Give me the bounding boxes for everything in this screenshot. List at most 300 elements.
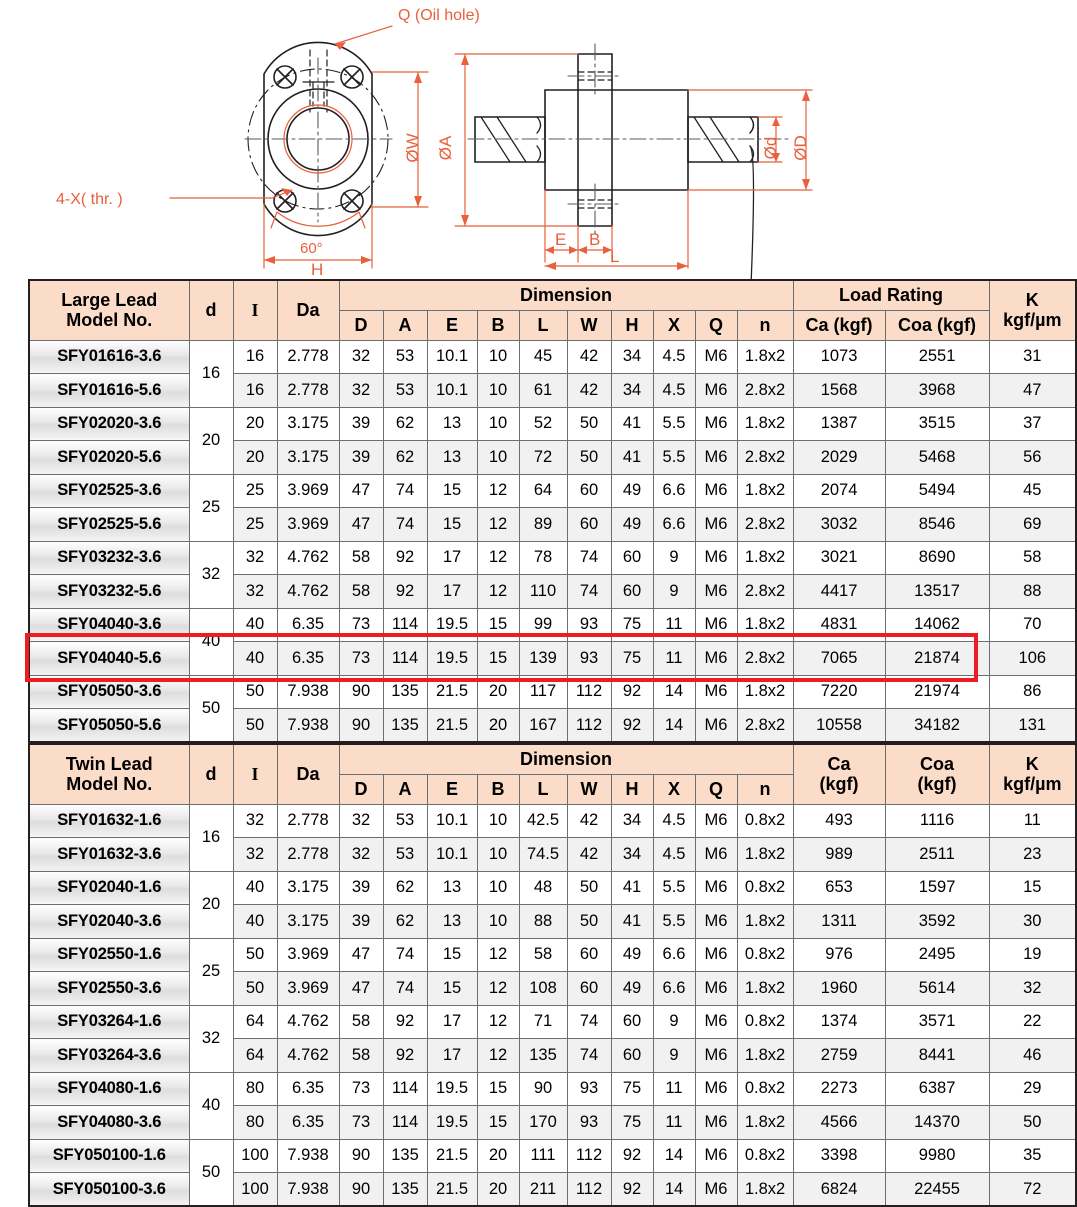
cell-shaft-diameter: 25 (189, 474, 233, 541)
th2-sub-H: H (611, 774, 653, 804)
cell-w: 93 (567, 642, 611, 676)
table-row[interactable] (29, 1106, 1076, 1140)
cell-x: 11 (653, 608, 695, 642)
cell-e: 19.5 (427, 608, 477, 642)
cell-b: 10 (477, 804, 519, 838)
cell-da: 2.778 (277, 374, 339, 408)
cell-q: M6 (695, 675, 737, 709)
th-sub-B: B (477, 310, 519, 340)
cell-i: 64 (233, 1039, 277, 1073)
table-row[interactable] (29, 1005, 1076, 1039)
cell-w: 74 (567, 575, 611, 609)
cell-ca: 4566 (793, 1106, 885, 1140)
cell-coa: 34182 (885, 709, 989, 743)
cell-h: 92 (611, 1173, 653, 1207)
cell-i: 16 (233, 374, 277, 408)
table-row[interactable] (29, 407, 1076, 441)
cell-shaft-diameter: 16 (189, 804, 233, 871)
cell-e: 19.5 (427, 1106, 477, 1140)
th2-sub-W: W (567, 774, 611, 804)
table-row[interactable] (29, 575, 1076, 609)
table-row[interactable] (29, 1039, 1076, 1073)
cell-q: M6 (695, 1072, 737, 1106)
cell-ca: 976 (793, 938, 885, 972)
cell-da: 3.969 (277, 972, 339, 1006)
th-dimension: Dimension (339, 280, 793, 310)
cell-ca: 7065 (793, 642, 885, 676)
cell-x: 6.6 (653, 508, 695, 542)
cell-h: 92 (611, 675, 653, 709)
cell-w: 50 (567, 441, 611, 475)
cell-b: 12 (477, 575, 519, 609)
label-b: B (589, 230, 601, 249)
cell-model-no: SFY04080-1.6 (29, 1072, 189, 1106)
cell-ca: 1311 (793, 905, 885, 939)
cell-k: 106 (989, 642, 1076, 676)
cell-coa: 6387 (885, 1072, 989, 1106)
table-row[interactable] (29, 804, 1076, 838)
cell-x: 5.5 (653, 871, 695, 905)
th-sub-D: D (339, 310, 383, 340)
cell-ca: 493 (793, 804, 885, 838)
cell-x: 14 (653, 709, 695, 743)
cell-n: 1.8x2 (737, 1173, 793, 1207)
cell-a: 114 (383, 1072, 427, 1106)
cell-b: 10 (477, 838, 519, 872)
cell-x: 11 (653, 1106, 695, 1140)
table-row[interactable] (29, 1173, 1076, 1207)
cell-h: 49 (611, 938, 653, 972)
cell-q: M6 (695, 838, 737, 872)
cell-a: 62 (383, 905, 427, 939)
cell-l: 111 (519, 1139, 567, 1173)
label-phi-w: ØW (403, 133, 422, 163)
cell-model-no: SFY02525-3.6 (29, 474, 189, 508)
cell-i: 100 (233, 1139, 277, 1173)
cell-da: 7.938 (277, 1173, 339, 1207)
cell-ca: 3398 (793, 1139, 885, 1173)
cell-shaft-diameter: 20 (189, 871, 233, 938)
cell-x: 11 (653, 642, 695, 676)
cell-b: 15 (477, 642, 519, 676)
table2-body (29, 804, 1076, 1206)
cell-da: 2.778 (277, 838, 339, 872)
cell-e: 19.5 (427, 1072, 477, 1106)
cell-b: 15 (477, 1106, 519, 1140)
cell-x: 14 (653, 1139, 695, 1173)
cell-model-no: SFY02550-1.6 (29, 938, 189, 972)
th2-sub-L: L (519, 774, 567, 804)
cell-w: 93 (567, 1106, 611, 1140)
th2-k: K kgf/µm (989, 744, 1076, 804)
cell-n: 1.8x2 (737, 407, 793, 441)
cell-e: 13 (427, 871, 477, 905)
cell-b: 10 (477, 905, 519, 939)
label-h: H (311, 260, 324, 279)
cell-model-no: SFY050100-1.6 (29, 1139, 189, 1173)
th-model-no: Large Lead Model No. (29, 280, 189, 340)
table1-head (29, 280, 1076, 340)
cell-x: 4.5 (653, 838, 695, 872)
cell-a: 135 (383, 709, 427, 743)
cell-k: 15 (989, 871, 1076, 905)
label-oil-hole: Q (Oil hole) (398, 7, 480, 24)
cell-n: 1.8x2 (737, 340, 793, 374)
th2-sub-D: D (339, 774, 383, 804)
cell-ca: 3032 (793, 508, 885, 542)
th-sub-H: H (611, 310, 653, 340)
cell-coa: 3515 (885, 407, 989, 441)
cell-k: 58 (989, 541, 1076, 575)
cell-i: 50 (233, 709, 277, 743)
cell-w: 112 (567, 1139, 611, 1173)
cell-d: 47 (339, 508, 383, 542)
table-row[interactable] (29, 938, 1076, 972)
cell-n: 2.8x2 (737, 441, 793, 475)
table-row[interactable] (29, 838, 1076, 872)
cell-k: 35 (989, 1139, 1076, 1173)
cell-e: 10.1 (427, 838, 477, 872)
cell-i: 40 (233, 608, 277, 642)
cell-q: M6 (695, 441, 737, 475)
cell-da: 3.175 (277, 407, 339, 441)
th2-sub-A: A (383, 774, 427, 804)
cell-n: 0.8x2 (737, 1072, 793, 1106)
cell-a: 74 (383, 508, 427, 542)
cell-da: 6.35 (277, 1106, 339, 1140)
cell-a: 53 (383, 804, 427, 838)
cell-b: 12 (477, 1005, 519, 1039)
cell-coa: 1597 (885, 871, 989, 905)
cell-x: 6.6 (653, 938, 695, 972)
cell-model-no: SFY050100-3.6 (29, 1173, 189, 1207)
cell-coa: 14370 (885, 1106, 989, 1140)
cell-n: 1.8x2 (737, 541, 793, 575)
cell-ca: 989 (793, 838, 885, 872)
cell-k: 29 (989, 1072, 1076, 1106)
cell-e: 21.5 (427, 709, 477, 743)
cell-coa: 8441 (885, 1039, 989, 1073)
cell-w: 60 (567, 474, 611, 508)
cell-e: 10.1 (427, 374, 477, 408)
cell-e: 17 (427, 1039, 477, 1073)
cell-model-no: SFY04040-5.6 (29, 642, 189, 676)
cell-k: 23 (989, 838, 1076, 872)
th2-ca: Ca (kgf) (793, 744, 885, 804)
th-load-rating: Load Rating (793, 280, 989, 310)
cell-e: 10.1 (427, 804, 477, 838)
cell-q: M6 (695, 1005, 737, 1039)
cell-i: 80 (233, 1106, 277, 1140)
th-da: Da (277, 280, 339, 340)
cell-e: 21.5 (427, 675, 477, 709)
cell-q: M6 (695, 340, 737, 374)
cell-k: 30 (989, 905, 1076, 939)
cell-q: M6 (695, 938, 737, 972)
cell-model-no: SFY02040-1.6 (29, 871, 189, 905)
cell-a: 114 (383, 608, 427, 642)
cell-n: 0.8x2 (737, 938, 793, 972)
th2-dimension: Dimension (339, 744, 793, 774)
cell-model-no: SFY01616-3.6 (29, 340, 189, 374)
drawing-svg (0, 0, 1000, 278)
cell-da: 2.778 (277, 340, 339, 374)
leader-thread (170, 190, 292, 198)
table-row[interactable] (29, 905, 1076, 939)
cell-a: 92 (383, 1039, 427, 1073)
cell-b: 20 (477, 675, 519, 709)
cell-n: 1.8x2 (737, 675, 793, 709)
cell-ca: 7220 (793, 675, 885, 709)
cell-ca: 653 (793, 871, 885, 905)
cell-l: 58 (519, 938, 567, 972)
cell-model-no: SFY01632-1.6 (29, 804, 189, 838)
cell-a: 74 (383, 972, 427, 1006)
table-row[interactable] (29, 1072, 1076, 1106)
cell-i: 40 (233, 905, 277, 939)
cell-k: 11 (989, 804, 1076, 838)
cell-d: 58 (339, 1039, 383, 1073)
cell-h: 49 (611, 474, 653, 508)
cell-da: 4.762 (277, 575, 339, 609)
table-row[interactable] (29, 340, 1076, 374)
cell-a: 62 (383, 407, 427, 441)
cell-i: 80 (233, 1072, 277, 1106)
cell-d: 73 (339, 1072, 383, 1106)
label-phi-a-left: ØA (436, 135, 455, 161)
cell-l: 170 (519, 1106, 567, 1140)
cell-da: 7.938 (277, 1139, 339, 1173)
label-thread: 4-X( thr. ) (56, 191, 123, 208)
cell-h: 75 (611, 1072, 653, 1106)
cell-h: 75 (611, 608, 653, 642)
cell-d: 32 (339, 340, 383, 374)
cell-model-no: SFY04040-3.6 (29, 608, 189, 642)
large-lead-table-container (28, 279, 1062, 743)
cell-w: 74 (567, 541, 611, 575)
cell-a: 62 (383, 441, 427, 475)
cell-ca: 1568 (793, 374, 885, 408)
cell-shaft-diameter: 50 (189, 1139, 233, 1206)
cell-k: 88 (989, 575, 1076, 609)
cell-w: 60 (567, 938, 611, 972)
cell-w: 112 (567, 675, 611, 709)
cell-e: 15 (427, 474, 477, 508)
th-sub-E: E (427, 310, 477, 340)
cell-ca: 2074 (793, 474, 885, 508)
cell-w: 42 (567, 374, 611, 408)
cell-x: 4.5 (653, 804, 695, 838)
th-ca: Ca (kgf) (793, 310, 885, 340)
table-row[interactable] (29, 709, 1076, 743)
label-phi-d-small: Ød (761, 136, 780, 160)
cell-i: 20 (233, 441, 277, 475)
cell-ca: 1073 (793, 340, 885, 374)
table-row[interactable] (29, 871, 1076, 905)
cell-x: 14 (653, 1173, 695, 1207)
cell-q: M6 (695, 575, 737, 609)
cell-l: 139 (519, 642, 567, 676)
cell-model-no: SFY05050-5.6 (29, 709, 189, 743)
cell-b: 10 (477, 340, 519, 374)
label-e: E (555, 230, 567, 249)
table-row[interactable] (29, 374, 1076, 408)
cell-w: 42 (567, 340, 611, 374)
cell-x: 5.5 (653, 441, 695, 475)
cell-n: 2.8x2 (737, 374, 793, 408)
cell-k: 56 (989, 441, 1076, 475)
table-row[interactable] (29, 675, 1076, 709)
side-centerlines (468, 44, 790, 236)
cell-l: 61 (519, 374, 567, 408)
cell-w: 60 (567, 508, 611, 542)
cell-l: 45 (519, 340, 567, 374)
cell-d: 73 (339, 1106, 383, 1140)
cell-l: 108 (519, 972, 567, 1006)
cell-da: 6.35 (277, 608, 339, 642)
cell-i: 32 (233, 541, 277, 575)
cell-k: 72 (989, 1173, 1076, 1207)
table-row[interactable] (29, 608, 1076, 642)
cell-l: 211 (519, 1173, 567, 1207)
cell-x: 5.5 (653, 407, 695, 441)
table-row[interactable] (29, 1139, 1076, 1173)
cell-d: 90 (339, 709, 383, 743)
cell-coa: 3571 (885, 1005, 989, 1039)
cell-w: 112 (567, 709, 611, 743)
cell-w: 112 (567, 1173, 611, 1207)
cell-model-no: SFY02020-3.6 (29, 407, 189, 441)
cell-b: 20 (477, 1173, 519, 1207)
cell-b: 15 (477, 1072, 519, 1106)
cell-i: 16 (233, 340, 277, 374)
th2-sub-X: X (653, 774, 695, 804)
cell-w: 50 (567, 871, 611, 905)
cell-k: 47 (989, 374, 1076, 408)
table-row[interactable] (29, 508, 1076, 542)
table-row[interactable] (29, 474, 1076, 508)
cell-d: 73 (339, 642, 383, 676)
leader-oil-hole (335, 26, 392, 44)
cell-k: 31 (989, 340, 1076, 374)
cell-e: 17 (427, 541, 477, 575)
cell-d: 47 (339, 972, 383, 1006)
cell-shaft-diameter: 32 (189, 1005, 233, 1072)
cell-model-no: SFY03232-5.6 (29, 575, 189, 609)
cell-x: 6.6 (653, 972, 695, 1006)
technical-drawing (0, 0, 1000, 278)
cell-n: 2.8x2 (737, 508, 793, 542)
cell-ca: 4417 (793, 575, 885, 609)
cell-model-no: SFY05050-3.6 (29, 675, 189, 709)
cell-h: 34 (611, 340, 653, 374)
cell-h: 60 (611, 541, 653, 575)
cell-model-no: SFY03264-3.6 (29, 1039, 189, 1073)
cell-h: 41 (611, 441, 653, 475)
cell-d: 39 (339, 871, 383, 905)
nut-side-view (468, 44, 790, 308)
cell-a: 135 (383, 1139, 427, 1173)
cell-ca: 2273 (793, 1072, 885, 1106)
cell-i: 25 (233, 508, 277, 542)
cell-a: 92 (383, 541, 427, 575)
table-row[interactable] (29, 642, 1076, 676)
cell-n: 0.8x2 (737, 871, 793, 905)
cell-b: 10 (477, 871, 519, 905)
cell-l: 135 (519, 1039, 567, 1073)
cell-coa: 5468 (885, 441, 989, 475)
cell-a: 92 (383, 575, 427, 609)
cell-i: 50 (233, 675, 277, 709)
table-row[interactable] (29, 972, 1076, 1006)
cell-l: 90 (519, 1072, 567, 1106)
cell-a: 92 (383, 1005, 427, 1039)
cell-a: 135 (383, 1173, 427, 1207)
cell-l: 42.5 (519, 804, 567, 838)
cell-coa: 3968 (885, 374, 989, 408)
cell-n: 1.8x2 (737, 838, 793, 872)
cell-l: 72 (519, 441, 567, 475)
cell-ca: 1960 (793, 972, 885, 1006)
cell-model-no: SFY01632-3.6 (29, 838, 189, 872)
table-row[interactable] (29, 541, 1076, 575)
cell-i: 20 (233, 407, 277, 441)
cell-d: 47 (339, 474, 383, 508)
cell-q: M6 (695, 871, 737, 905)
table-row[interactable] (29, 441, 1076, 475)
cell-n: 0.8x2 (737, 1139, 793, 1173)
cell-l: 74.5 (519, 838, 567, 872)
th-sub-n: n (737, 310, 793, 340)
cell-i: 32 (233, 575, 277, 609)
table2-head (29, 744, 1076, 804)
cell-d: 47 (339, 938, 383, 972)
cell-q: M6 (695, 709, 737, 743)
cell-l: 64 (519, 474, 567, 508)
th2-sub-B: B (477, 774, 519, 804)
cell-shaft-diameter: 50 (189, 675, 233, 742)
cell-d: 90 (339, 1173, 383, 1207)
cell-d: 90 (339, 1139, 383, 1173)
cell-n: 0.8x2 (737, 804, 793, 838)
cell-n: 2.8x2 (737, 575, 793, 609)
cell-x: 9 (653, 575, 695, 609)
cell-q: M6 (695, 1106, 737, 1140)
cell-b: 12 (477, 541, 519, 575)
cell-b: 12 (477, 938, 519, 972)
cell-b: 12 (477, 972, 519, 1006)
cell-b: 12 (477, 474, 519, 508)
cell-coa: 21974 (885, 675, 989, 709)
cell-shaft-diameter: 40 (189, 1072, 233, 1139)
cell-w: 74 (567, 1039, 611, 1073)
cell-model-no: SFY01616-5.6 (29, 374, 189, 408)
cell-e: 21.5 (427, 1139, 477, 1173)
cell-w: 50 (567, 905, 611, 939)
cell-k: 45 (989, 474, 1076, 508)
cell-w: 42 (567, 838, 611, 872)
cell-l: 48 (519, 871, 567, 905)
cell-d: 32 (339, 804, 383, 838)
cell-coa: 8546 (885, 508, 989, 542)
cell-q: M6 (695, 642, 737, 676)
cell-i: 40 (233, 871, 277, 905)
cell-coa: 22455 (885, 1173, 989, 1207)
cell-x: 5.5 (653, 905, 695, 939)
cell-da: 3.969 (277, 938, 339, 972)
cell-l: 78 (519, 541, 567, 575)
th2-sub-E: E (427, 774, 477, 804)
